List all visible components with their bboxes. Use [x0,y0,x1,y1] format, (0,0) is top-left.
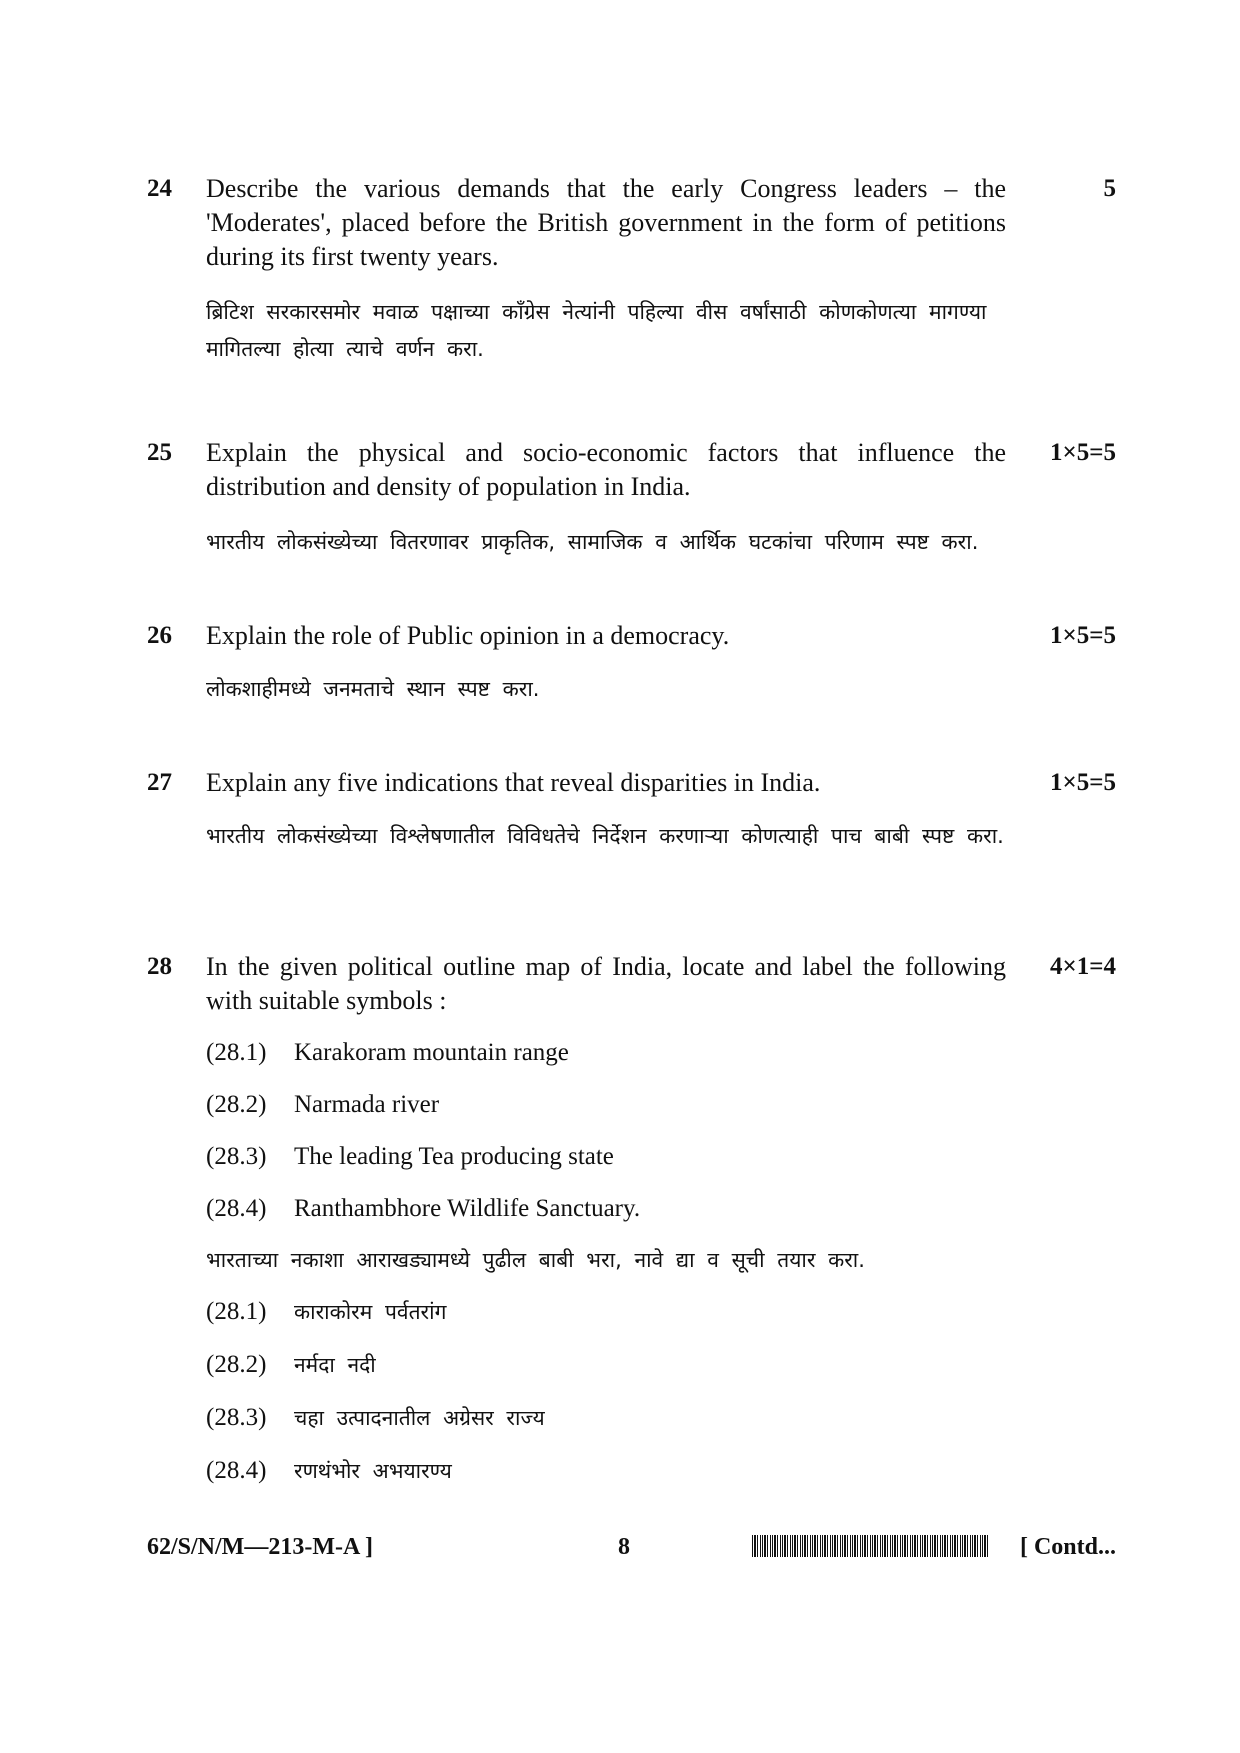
question-text-english: In the given political outline map of India, locate and label the following with suitable symbols : [206,952,1006,1015]
sub-item-code: (28.4) [206,1457,267,1484]
sub-item-text: Ranthambhore Wildlife Sanctuary. [294,1195,641,1222]
question-number: 24 [147,175,172,202]
sub-item-text: Karakoram mountain range [294,1039,569,1066]
barcode-icon [752,1535,990,1557]
sub-item-code: (28.2) [206,1091,267,1118]
paper-code: 62/S/N/M—213-M-A ] [147,1534,373,1560]
sub-item-english [206,1140,614,1174]
sub-item-code: (28.1) [206,1298,267,1325]
sub-item-text: नर्मदा नदी [294,1353,376,1377]
question-number: 25 [147,439,172,466]
question-marks: 4×1=4 [1050,953,1116,980]
page-footer [0,1530,1240,1564]
question-text-english: Explain any five indications that reveal disparities in India. [206,768,821,797]
sub-item-text: काराकोरम पर्वतरांग [294,1300,447,1324]
sub-item-english [206,1088,439,1122]
sub-item-text: The leading Tea producing state [294,1143,614,1170]
sub-item-text: Narmada river [294,1091,440,1118]
question-text-marathi: भारतीय लोकसंख्येच्या वितरणावर प्राकृतिक, सामाजिक व आर्थिक घटकांचा परिणाम स्पष्ट करा. [206,530,979,554]
question-number: 28 [147,953,172,980]
question-text-english: Explain the role of Public opinion in a democracy. [206,621,730,650]
question-text-marathi: भारतीय लोकसंख्येच्या विश्लेषणातील विविधतेचे निर्देशन करणाऱ्या कोणत्याही पाच बाबी स्पष्ट करा. [206,824,1004,848]
sub-item-english [206,1192,640,1226]
sub-item-marathi [206,1401,545,1435]
question-text-english: Explain the physical and socio-economic factors that influence the distribution and density of population in India. [206,438,1006,501]
question-marks: 1×5=5 [1050,439,1116,466]
question-text-english: Describe the various demands that the early Congress leaders – the 'Moderates', placed before the British government in the form of petitions during its first twenty years. [206,174,1006,271]
sub-item-code: (28.3) [206,1404,267,1431]
sub-item-code: (28.2) [206,1351,267,1378]
sub-item-code: (28.3) [206,1143,267,1170]
sub-item-code: (28.4) [206,1195,267,1222]
question-marks: 1×5=5 [1050,622,1116,649]
sub-item-english [206,1036,569,1070]
question-text-marathi: लोकशाहीमध्ये जनमताचे स्थान स्पष्ट करा. [206,677,540,701]
question-text-marathi: ब्रिटिश सरकारसमोर मवाळ पक्षाच्या कॉंग्रेस नेत्यांनी पहिल्या वीस वर्षांसाठी कोणकोणत्या मागण्या मागितल्या होत्या त्याचे वर्णन करा. [206,300,987,361]
sub-item-marathi [206,1454,452,1488]
sub-item-text: रणथंभोर अभयारण्य [294,1459,452,1483]
question-marks: 5 [1103,175,1116,202]
sub-item-code: (28.1) [206,1039,267,1066]
page-number: 8 [618,1534,630,1560]
question-number: 27 [147,769,172,796]
continued-label: [ Contd... [1019,1534,1116,1560]
sub-item-marathi [206,1295,446,1329]
question-text-marathi: भारताच्या नकाशा आराखड्यामध्ये पुढील बाबी भरा, नावे द्या व सूची तयार करा. [206,1248,865,1272]
question-number: 26 [147,622,172,649]
sub-item-text: चहा उत्पादनातील अग्रेसर राज्य [294,1406,545,1430]
question-marks: 1×5=5 [1050,769,1116,796]
sub-item-marathi [206,1348,376,1382]
